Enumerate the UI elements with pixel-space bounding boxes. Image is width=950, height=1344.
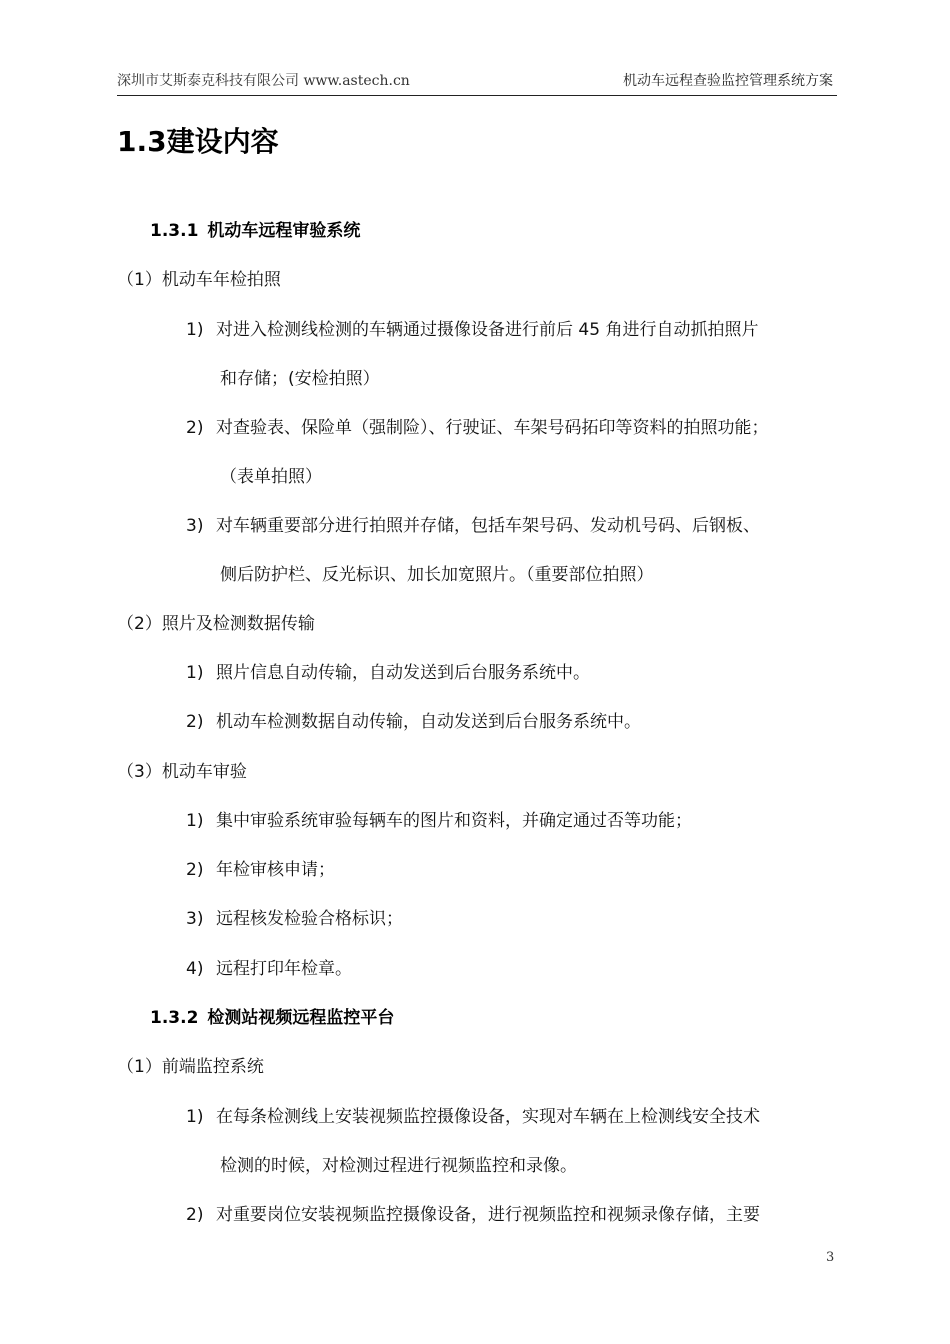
list-item xyxy=(186,1102,760,1127)
list-number: 2) xyxy=(186,1205,204,1225)
paragraph-title: （1）机动车年检拍照 xyxy=(117,270,281,290)
subsection-title: 检测站视频远程监控平台 xyxy=(207,1008,395,1028)
list-number: 1) xyxy=(186,663,204,683)
list-text: 远程核发检验合格标识； xyxy=(216,909,403,929)
list-text: 远程打印年检章。 xyxy=(216,959,352,979)
section-heading: 1.3建设内容 xyxy=(117,125,279,158)
page-number: 3 xyxy=(826,1250,835,1265)
paragraph-title: （3）机动车审验 xyxy=(117,762,247,782)
list-item xyxy=(186,511,760,536)
list-text: 对车辆重要部分进行拍照并存储，包括车架号码、发动机号码、后钢板、 xyxy=(216,516,760,536)
list-item xyxy=(186,954,352,979)
list-text: 对重要岗位安装视频监控摄像设备，进行视频监控和视频录像存储，主要 xyxy=(216,1205,760,1225)
paragraph-title: （1）前端监控系统 xyxy=(117,1057,264,1077)
list-item-continuation: 侧后防护栏、反光标识、加长加宽照片。（重要部位拍照） xyxy=(220,565,654,585)
list-number: 2) xyxy=(186,860,204,880)
list-item xyxy=(186,658,590,683)
list-text: 年检审核申请； xyxy=(216,860,335,880)
list-item xyxy=(186,315,758,340)
list-text: 机动车检测数据自动传输，自动发送到后台服务系统中。 xyxy=(216,712,641,732)
list-number: 1) xyxy=(186,1107,204,1127)
list-text: 照片信息自动传输，自动发送到后台服务系统中。 xyxy=(216,663,590,683)
list-text: 对进入检测线检测的车辆通过摄像设备进行前后 45 角进行自动抓拍照片 xyxy=(216,320,759,340)
list-item-continuation: （表单拍照） xyxy=(220,467,322,487)
subsection-number: 1.3.1 xyxy=(150,221,199,241)
subsection-heading-2 xyxy=(150,1003,394,1028)
list-text: 在每条检测线上安装视频监控摄像设备，实现对车辆在上检测线安全技术 xyxy=(216,1107,760,1127)
list-item xyxy=(186,707,641,732)
header-rule xyxy=(117,95,837,96)
list-item-continuation: 检测的时候，对检测过程进行视频监控和录像。 xyxy=(220,1156,577,1176)
list-number: 2) xyxy=(186,712,204,732)
list-number: 1) xyxy=(186,811,204,831)
subsection-title: 机动车远程审验系统 xyxy=(207,221,361,241)
paragraph-title: （2）照片及检测数据传输 xyxy=(117,614,315,634)
subsection-heading-1 xyxy=(150,216,360,241)
list-item xyxy=(186,806,692,831)
list-number: 3) xyxy=(186,909,204,929)
list-item xyxy=(186,904,403,929)
list-number: 1) xyxy=(186,320,204,340)
list-text: 集中审验系统审验每辆车的图片和资料，并确定通过否等功能； xyxy=(216,811,692,831)
list-text: 对查验表、保险单（强制险）、行驶证、车架号码拓印等资料的拍照功能； xyxy=(216,418,769,438)
list-number: 4) xyxy=(186,959,204,979)
list-item xyxy=(186,855,335,880)
subsection-number: 1.3.2 xyxy=(150,1008,199,1028)
list-number: 2) xyxy=(186,418,204,438)
list-item-continuation: 和存储；(安检拍照） xyxy=(220,369,380,389)
list-number: 3) xyxy=(186,516,204,536)
header-doc-title: 机动车远程查验监控管理系统方案 xyxy=(623,73,833,89)
list-item xyxy=(186,413,769,438)
header-company: 深圳市艾斯泰克科技有限公司 www.astech.cn xyxy=(117,73,410,89)
list-item xyxy=(186,1200,760,1225)
